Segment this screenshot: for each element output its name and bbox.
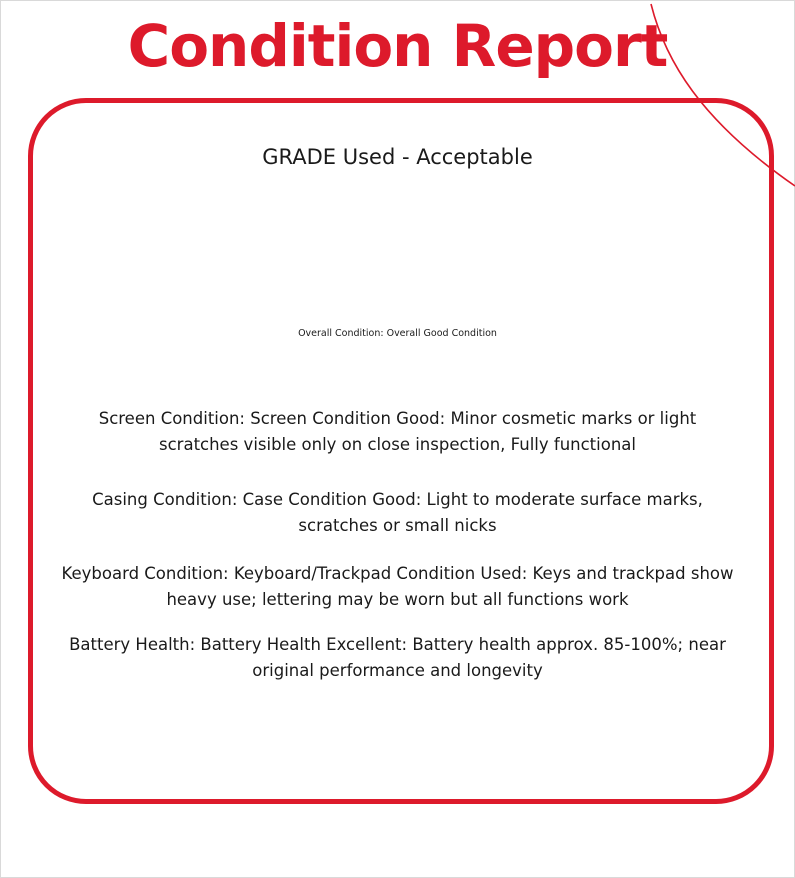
overall-condition: Overall Condition: Overall Good Condition [298,328,497,339]
report-title: Condition Report [127,12,668,80]
keyboard-condition: Keyboard Condition: Keyboard/Trackpad Condition Used: Keys and trackpad show heavy use; lettering may be worn but all functions work [61,564,734,609]
grade-label: GRADE Used - Acceptable [262,145,533,169]
battery-health: Battery Health: Battery Health Excellent: Battery health approx. 85-100%; near original performance and longevity [69,635,726,680]
screen-condition: Screen Condition: Screen Condition Good: Minor cosmetic marks or light scratches visible only on close inspection, Fully functional [98,409,697,454]
casing-condition: Casing Condition: Case Condition Good: Light to moderate surface marks, scratches or small nicks [92,490,703,535]
